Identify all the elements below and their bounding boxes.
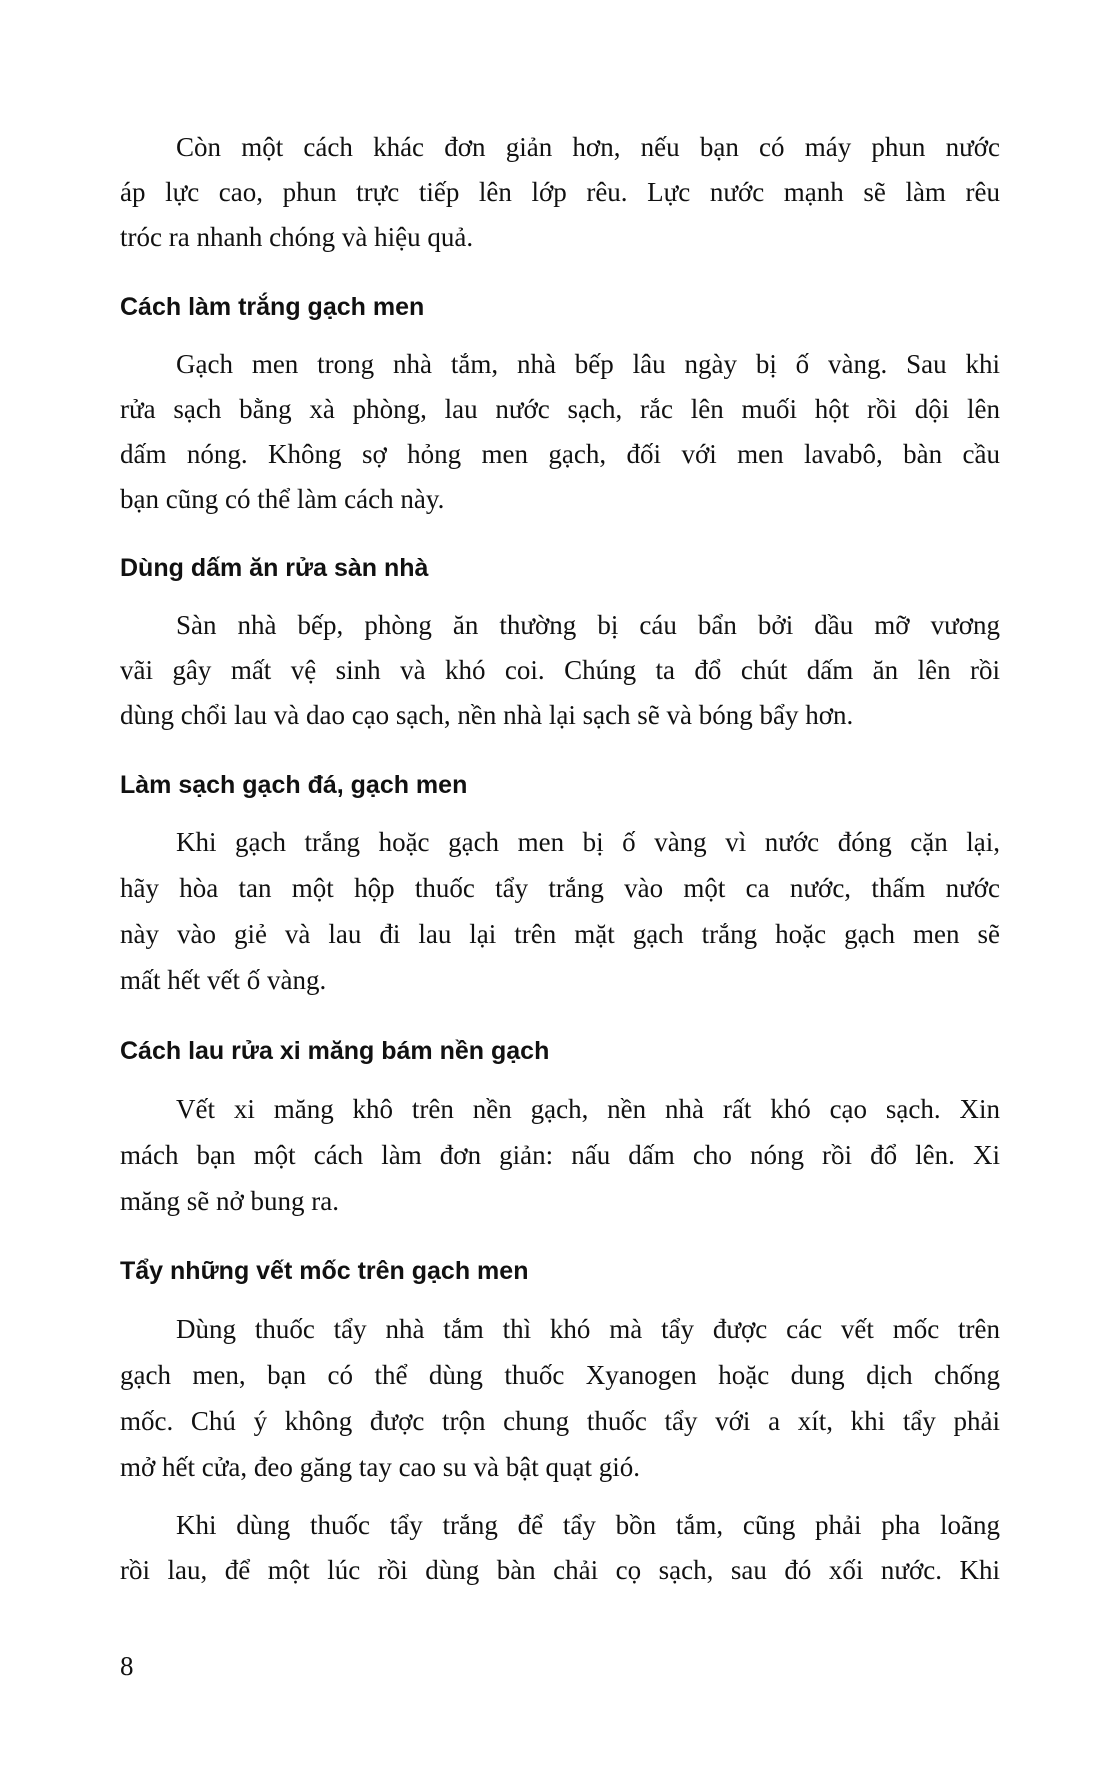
paragraph-line: Còn một cách khác đơn giản hơn, nếu bạn có máy phun nước — [176, 132, 1000, 162]
paragraph-line: dấm nóng. Không sợ hỏng men gạch, đối với men lavabô, bàn cầu — [120, 439, 1000, 469]
paragraph-line: măng sẽ nở bung ra. — [120, 1186, 339, 1216]
paragraph-line: mở hết cửa, đeo găng tay cao su và bật quạt gió. — [120, 1452, 641, 1482]
paragraph-line: dùng chổi lau và dao cạo sạch, nền nhà lại sạch sẽ và bóng bẩy hơn. — [120, 700, 854, 730]
paragraph-line: Dùng thuốc tẩy nhà tắm thì khó mà tẩy được các vết mốc trên — [176, 1314, 1000, 1344]
paragraph-line: vãi gây mất vệ sinh và khó coi. Chúng ta đổ chút dấm ăn lên rồi — [120, 655, 1000, 685]
paragraph-line: này vào giẻ và lau đi lau lại trên mặt gạch trắng hoặc gạch men sẽ — [120, 919, 1000, 949]
paragraph-line: rửa sạch bằng xà phòng, lau nước sạch, rắc lên muối hột rồi dội lên — [120, 394, 1000, 424]
paragraph-line: tróc ra nhanh chóng và hiệu quả. — [120, 222, 474, 252]
paragraph-line: gạch men, bạn có thể dùng thuốc Xyanogen hoặc dung dịch chống — [120, 1360, 1000, 1390]
paragraph-line: mốc. Chú ý không được trộn chung thuốc tẩy với a xít, khi tẩy phải — [120, 1406, 1000, 1436]
section-heading: Làm sạch gạch đá, gạch men — [120, 771, 468, 799]
paragraph-line: Khi gạch trắng hoặc gạch men bị ố vàng vì nước đóng cặn lại, — [176, 827, 1000, 857]
paragraph-line: Gạch men trong nhà tắm, nhà bếp lâu ngày bị ố vàng. Sau khi — [176, 349, 1000, 379]
paragraph-line: mất hết vết ố vàng. — [120, 965, 327, 995]
paragraph-line: mách bạn một cách làm đơn giản: nấu dấm cho nóng rồi đổ lên. Xi — [120, 1140, 1000, 1170]
paragraph-line: Vết xi măng khô trên nền gạch, nền nhà rất khó cạo sạch. Xin — [176, 1094, 1000, 1124]
section-heading: Cách làm trắng gạch men — [120, 293, 425, 321]
paragraph-line: hãy hòa tan một hộp thuốc tẩy trắng vào một ca nước, thấm nước — [120, 873, 1000, 903]
paragraph-line: bạn cũng có thể làm cách này. — [120, 484, 445, 514]
paragraph-line: rồi lau, để một lúc rồi dùng bàn chải cọ sạch, sau đó xối nước. Khi — [120, 1555, 1000, 1585]
paragraph-line: Sàn nhà bếp, phòng ăn thường bị cáu bẩn bởi dầu mỡ vương — [176, 610, 1000, 640]
paragraph-line: Khi dùng thuốc tẩy trắng để tẩy bồn tắm, cũng phải pha loãng — [176, 1510, 1000, 1540]
paragraph-line: áp lực cao, phun trực tiếp lên lớp rêu. Lực nước mạnh sẽ làm rêu — [120, 177, 1000, 207]
section-heading: Cách lau rửa xi măng bám nền gạch — [120, 1037, 550, 1065]
page-number: 8 — [120, 1651, 134, 1681]
section-heading: Dùng dấm ăn rửa sàn nhà — [120, 554, 429, 582]
section-heading: Tẩy những vết mốc trên gạch men — [120, 1257, 529, 1285]
